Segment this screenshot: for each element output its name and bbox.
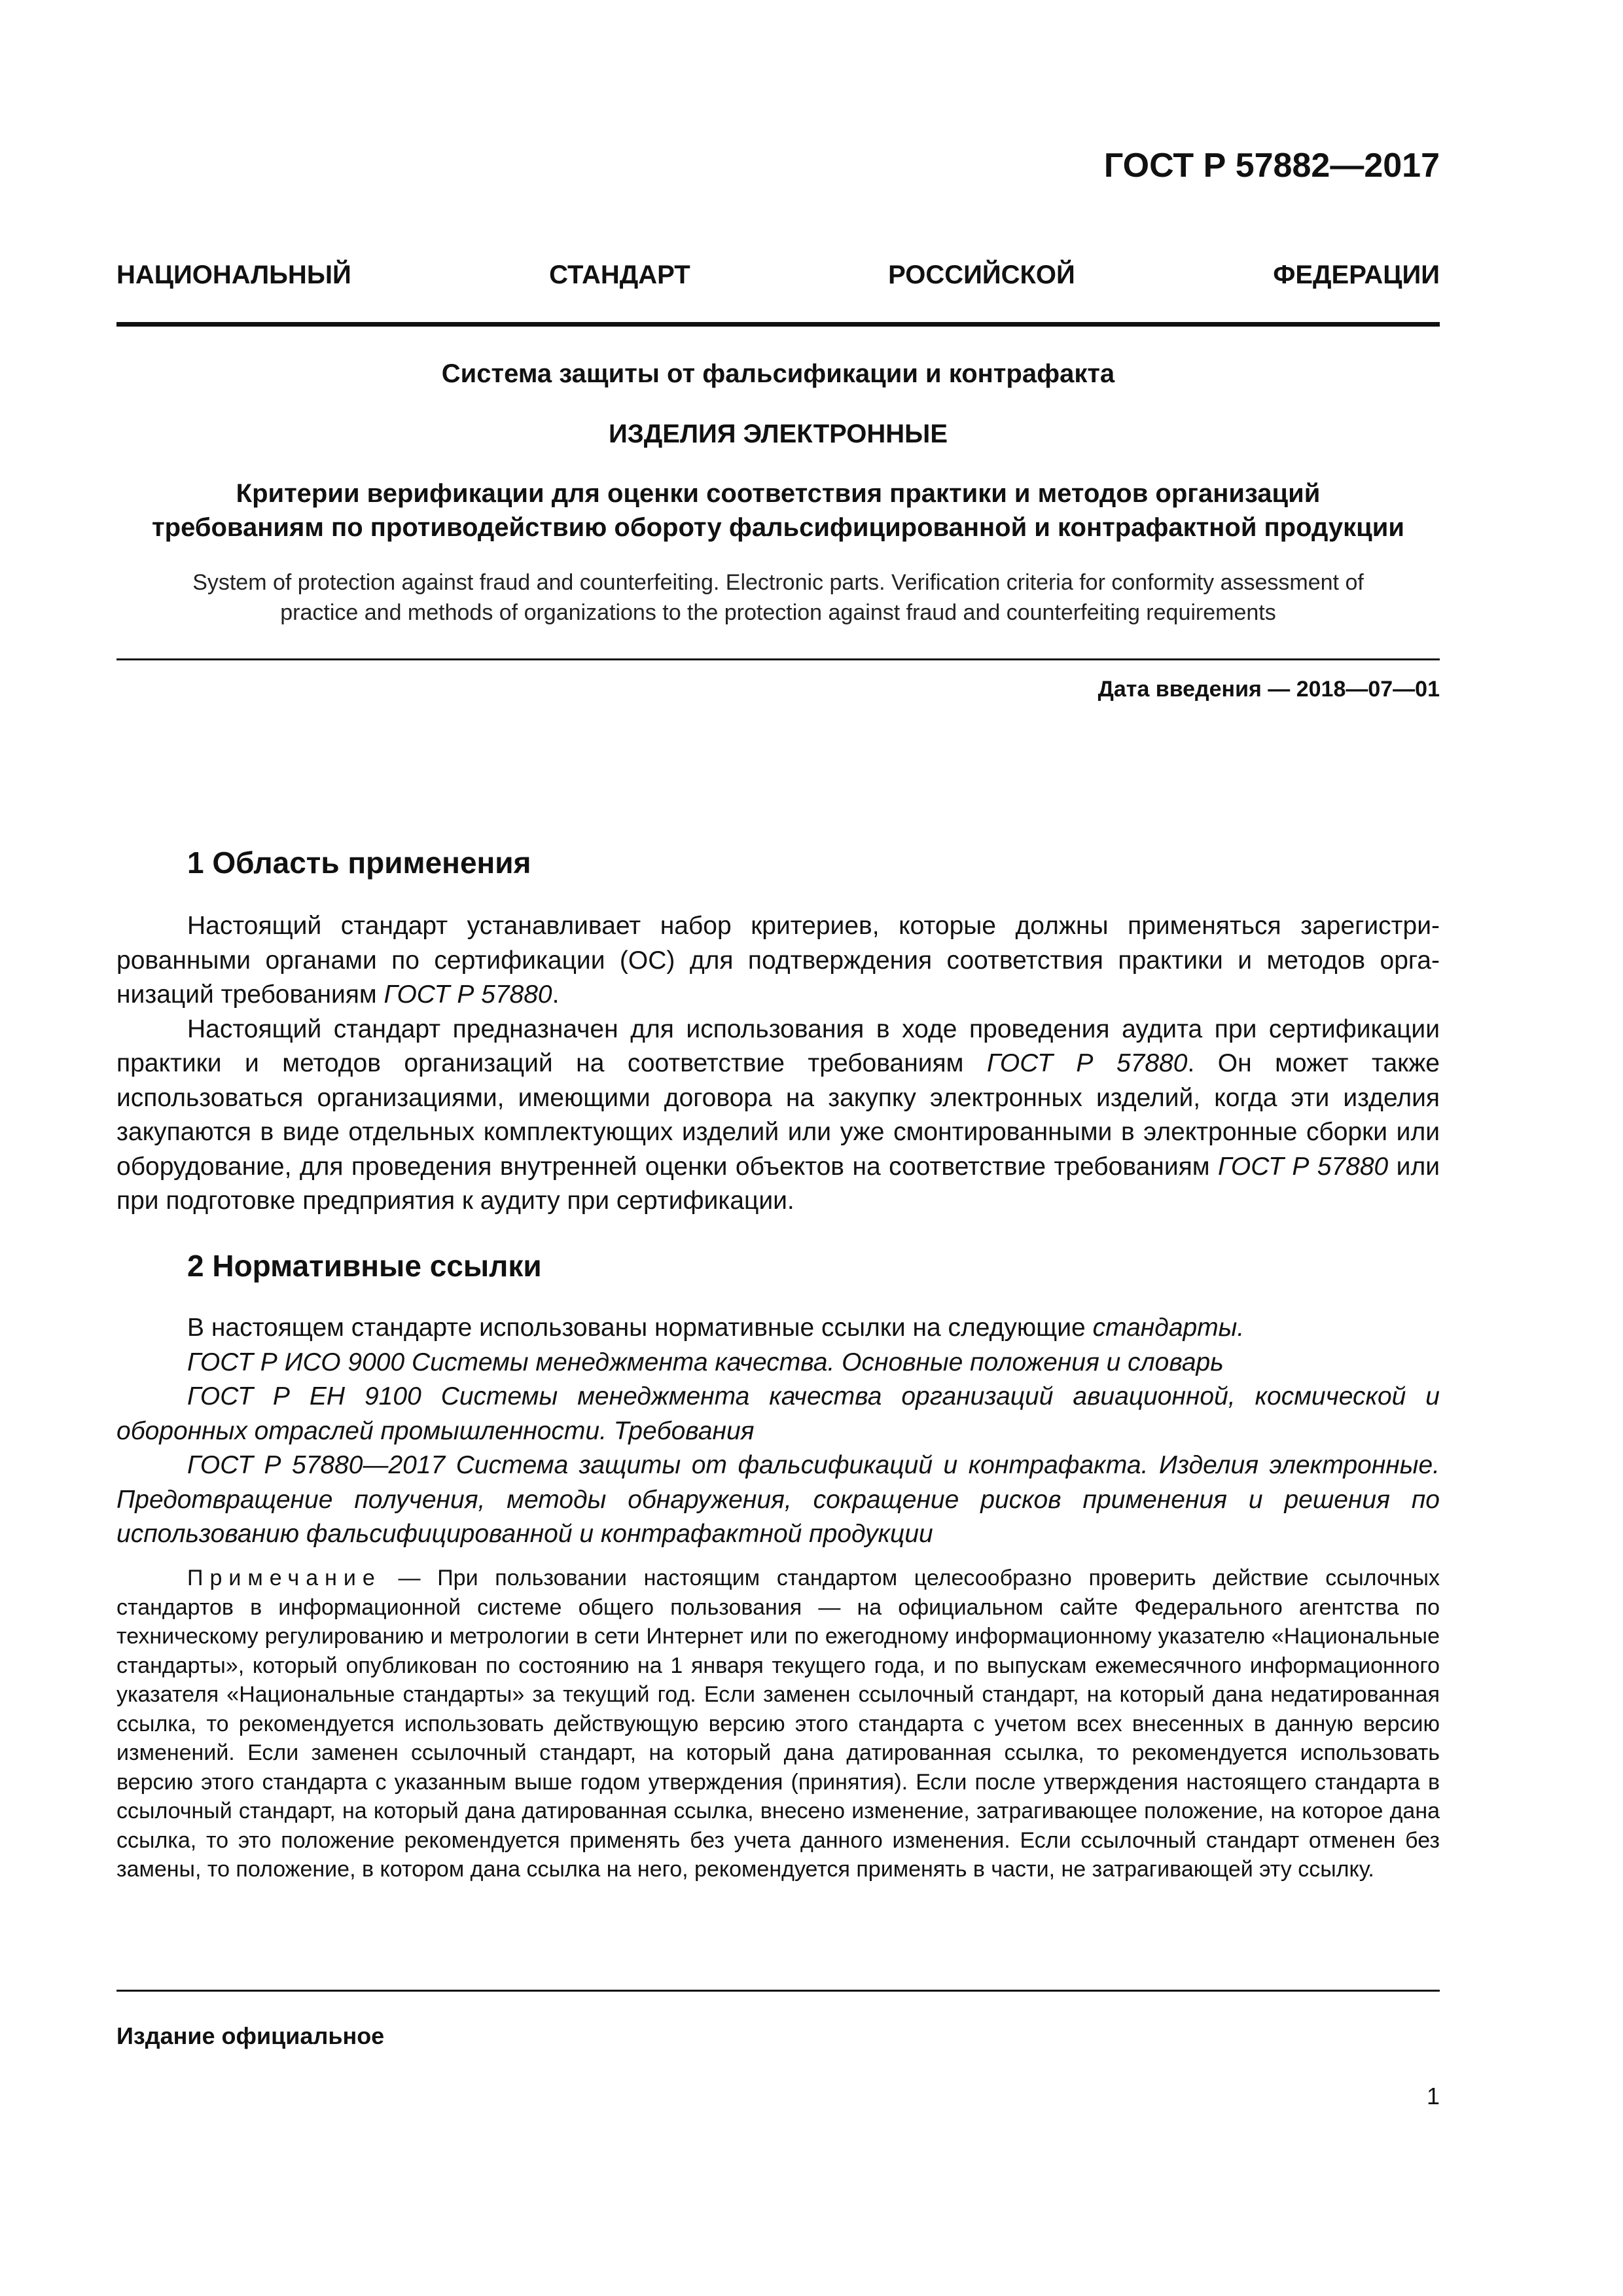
subtitle-line: требованиям по противодействию обороту фальсифицированной и контрафактной продукции <box>152 513 1404 542</box>
footer-divider <box>116 1990 1440 1992</box>
section-1-body <box>116 909 1440 1219</box>
note-label: Примечание <box>187 1566 382 1590</box>
header-word: РОССИЙСКОЙ <box>888 260 1075 289</box>
reference-item: ГОСТ Р 57880—2017 Система защиты от фальсификаций и контрафакта. Изделия электронные. Предотвращение получения, методы обнаружения, сокращение рисков применения и решения по использованию фальсифицированной и контрафактной продукции <box>116 1451 1440 1548</box>
document-number: ГОСТ Р 57882—2017 <box>1103 147 1440 185</box>
paragraph: Настоящий стандарт устанавливает набор критериев, которые должны применяться зарегистрированными органами по сертификации (ОС) для подтверждения соответствия практики и методов организаций требованиям ГОСТ Р 57880. <box>116 912 1440 1009</box>
header-word: ФЕДЕРАЦИИ <box>1273 260 1440 289</box>
introduction-date: Дата введения — 2018—07—01 <box>1097 677 1440 702</box>
subtitle-line: Критерии верификации для оценки соответствия практики и методов организаций <box>236 479 1321 508</box>
section-2-body <box>116 1311 1440 1552</box>
note-text: — При пользовании настоящим стандартом целесообразно проверить действие ссылочных стандартов в информационной системе общего пользования — на официальном сайте Федерального агентства по техническому регулированию и метрологии в сети Интернет или по ежегодному информационному указателю «Национальные стандарты», который опубликован по состоянию на 1 января текущего года, и по выпускам ежемесячного информационного указателя «Национальные стандарты» за текущий год. Если заменен ссылочный стандарт, на который дана недатированная ссылка, то рекомендуется использовать действующую версию этого стандарта с учетом всех внесенных в данную версию изменений. Если заменен ссылочный стандарт, на который дана датированная ссылка, то рекомендуется использовать версию этого стандарта с указанным выше годом утверждения (принятия). Если после утверждения настоящего стандарта в ссылочный стандарт, на который дана датированная ссылка, внесено изменение, затрагивающее положение, на которое дана ссылка, то это положение рекомендуется применять без учета данного изменения. Если ссылочный стандарт отменен без замены, то положение, в котором дана ссылка на него, рекомендуется применять в части, не затрагивающей эту ссылку. <box>116 1566 1440 1882</box>
section-1-heading: 1 Область применения <box>187 846 531 880</box>
standard-header <box>116 255 1440 295</box>
series-title: Система защиты от фальсификации и контрафакта <box>441 359 1115 388</box>
subtitle <box>116 476 1440 545</box>
section-2-heading: 2 Нормативные ссылки <box>187 1249 542 1283</box>
title-divider <box>116 658 1440 660</box>
paragraph: Настоящий стандарт предназначен для использования в ходе проведения аудита при сертификации практики и методов организаций на соответствие требованиям ГОСТ Р 57880. Он может также использоваться организациями, имеющими договора на закупку электронных изделий, когда эти изделия закупаются в виде отдельных комплектующих изделий или уже смонтированными в электронные сборки или оборудование, для проведения внутренней оценки объектов на соответствие требованиям ГОСТ Р 57880 или при подготовке предприятия к аудиту при сертификации. <box>116 1014 1440 1215</box>
reference-item: ГОСТ Р ИСО 9000 Системы менеджмента качества. Основные положения и словарь <box>187 1348 1224 1376</box>
edition-label: Издание официальное <box>116 2022 385 2049</box>
standard-reference: ГОСТ Р 57880 <box>383 980 552 1009</box>
english-title <box>116 567 1440 628</box>
header-word: НАЦИОНАЛЬНЫЙ <box>116 260 351 289</box>
note <box>116 1564 1440 1884</box>
english-title-line: System of protection against fraud and counterfeiting. Electronic parts. Verification criteria for conformity assessment of <box>192 570 1364 595</box>
header-divider <box>116 322 1440 327</box>
standard-reference: ГОСТ Р 57880 <box>986 1049 1188 1077</box>
paragraph: В настоящем стандарте использованы нормативные ссылки на следующие стандарты. <box>187 1314 1245 1342</box>
reference-item: ГОСТ Р ЕН 9100 Системы менеджмента качества организаций авиационной, космической и оборонных отраслей промышленности. Требования <box>116 1382 1440 1445</box>
header-word: СТАНДАРТ <box>549 260 690 289</box>
english-title-line: practice and methods of organizations to the protection against fraud and counterfeiting requirements <box>280 600 1276 625</box>
standard-reference: ГОСТ Р 57880 <box>1217 1152 1389 1181</box>
page-number: 1 <box>1426 2083 1440 2109</box>
main-title: ИЗДЕЛИЯ ЭЛЕКТРОННЫЕ <box>608 420 948 448</box>
